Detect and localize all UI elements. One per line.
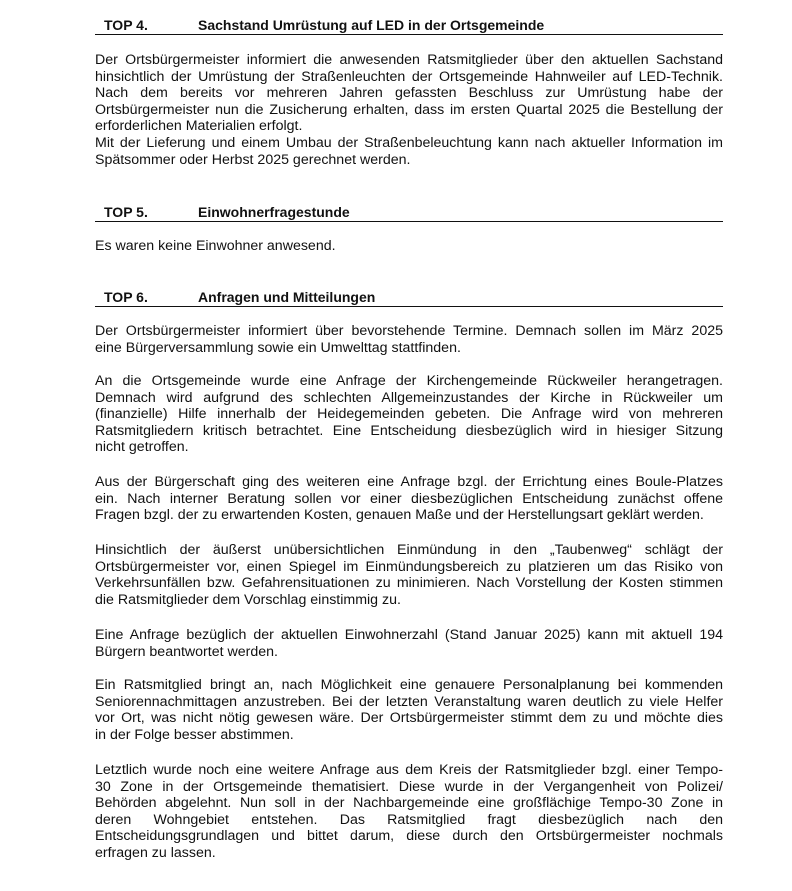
text-line: Seniorennachmittagen anzustreben. Bei der letzten Veranstaltung waren deutlich zu viele Helfer — [95, 693, 723, 710]
paragraph — [95, 677, 723, 743]
text-line: Ein Ratsmitglied bringt an, nach Möglichkeit eine genauere Personalplanung bei kommenden — [95, 677, 723, 693]
section-heading — [95, 289, 723, 307]
text-line: Ortsbürgermeister vor, einen Spiegel im Einmündungsbereich zu platzieren um das Risiko von — [95, 558, 723, 575]
text-line: erforderlichen Materialien erfolgt. — [95, 118, 303, 135]
paragraph — [95, 238, 723, 255]
text-line: (finanzielle) Hilfe innerhalb der Heidegemeinden gebeten. Die Anfrage wird von mehreren — [95, 406, 723, 423]
paragraph — [95, 762, 723, 862]
text-line: Es waren keine Einwohner anwesend. — [95, 238, 336, 254]
paragraph — [95, 627, 723, 660]
text-line: Spätsommer oder Herbst 2025 gerechnet werden. — [95, 151, 411, 168]
paragraph — [95, 373, 723, 456]
section-heading — [95, 17, 723, 35]
text-line: Ratsmitgliedern kritisch betrachtet. Eine Entscheidung diesbezüglich wird in hiesiger Sitzung — [95, 422, 723, 439]
text-line: hinsichtlich der Umrüstung der Straßenleuchten der Ortsgemeinde Hahnweiler auf LED-Technik. — [95, 68, 723, 85]
text-line: nicht getroffen. — [95, 439, 189, 456]
text-line: Mit der Lieferung und einem Umbau der Straßenbeleuchtung kann nach aktueller Information im — [95, 134, 723, 151]
text-line: Letztlich wurde noch eine weitere Anfrage aus dem Kreis der Ratsmitglieder bzgl. einer Tempo- — [95, 762, 723, 778]
text-line: Aus der Bürgerschaft ging des weiteren eine Anfrage bzgl. der Errichtung eines Boule-Platzes — [95, 474, 723, 490]
text-line: eine Bürgerversammlung sowie ein Umwelttag stattfinden. — [95, 339, 461, 356]
text-line: Entscheidungsgrundlagen und bittet darum, diese durch den Ortsbürgermeister nochmals — [95, 828, 723, 845]
text-line: deren Wohngebiet entstehen. Das Ratsmitglied fragt diesbezüglich nach den — [95, 811, 723, 828]
section-number: TOP 4. — [104, 17, 148, 33]
text-line: Nach dem bereits vor mehreren Jahren gefassten Beschluss zur Umrüstung habe der — [95, 85, 723, 102]
section-number: TOP 5. — [104, 204, 148, 220]
paragraph — [95, 542, 723, 608]
text-line: Ortsbürgermeister nun die Zusicherung erhalten, dass im ersten Quartal 2025 die Bestellung der — [95, 101, 723, 118]
paragraph — [95, 52, 723, 168]
section-title: Sachstand Umrüstung auf LED in der Ortsgemeinde — [198, 17, 545, 33]
text-line: Eine Anfrage bezüglich der aktuellen Einwohnerzahl (Stand Januar 2025) kann mit aktuell 194 — [95, 627, 723, 643]
paragraph — [95, 323, 723, 356]
text-line: Der Ortsbürgermeister informiert die anwesenden Ratsmitglieder über den aktuellen Sachstand — [95, 52, 723, 68]
text-line: vor Ort, was nicht nötig gewesen wäre. Der Ortsbürgermeister stimmt dem zu und möchte dies — [95, 710, 723, 727]
text-line: Behörden abgelehnt. Nun soll in der Nachbargemeinde eine großflächige Tempo-30 Zone in — [95, 795, 723, 812]
text-line: die Ratsmitglieder dem Vorschlag einstimmig zu. — [95, 591, 401, 608]
section-heading — [95, 204, 723, 222]
text-line: Verkehrsunfällen bzw. Gefahrensituationen zu minimieren. Nach Vorstellung der Kosten stimmen — [95, 575, 723, 592]
text-line: ein. Nach interner Beratung sollen vor einer diesbezüglichen Entscheidung zunächst offene — [95, 490, 723, 507]
text-line: 30 Zone in der Ortsgemeinde thematisiert. Diese wurde in der Vergangenheit von Polizei/ — [95, 778, 723, 795]
text-line: An die Ortsgemeinde wurde eine Anfrage der Kirchengemeinde Rückweiler herangetragen. — [95, 373, 723, 389]
text-line: Bürgern beantwortet werden. — [95, 643, 278, 660]
text-line: Demnach wird aufgrund des schlechten Allgemeinzustandes der Kirche in Rückweiler um — [95, 389, 723, 406]
paragraph — [95, 474, 723, 524]
text-line: in der Folge besser abstimmen. — [95, 726, 294, 743]
text-line: Der Ortsbürgermeister informiert über bevorstehende Termine. Demnach sollen im März 2025 — [95, 323, 723, 339]
section-number: TOP 6. — [104, 289, 148, 305]
text-line: Fragen bzgl. der zu erwartenden Kosten, genauen Maße und der Herstellungsart geklärt werden. — [95, 507, 704, 524]
section-title: Anfragen und Mitteilungen — [198, 289, 376, 305]
section-title: Einwohnerfragestunde — [198, 204, 350, 220]
text-line: erfragen zu lassen. — [95, 844, 216, 861]
text-line: Hinsichtlich der äußerst unübersichtlichen Einmündung in den „Taubenweg“ schlägt der — [95, 542, 723, 558]
